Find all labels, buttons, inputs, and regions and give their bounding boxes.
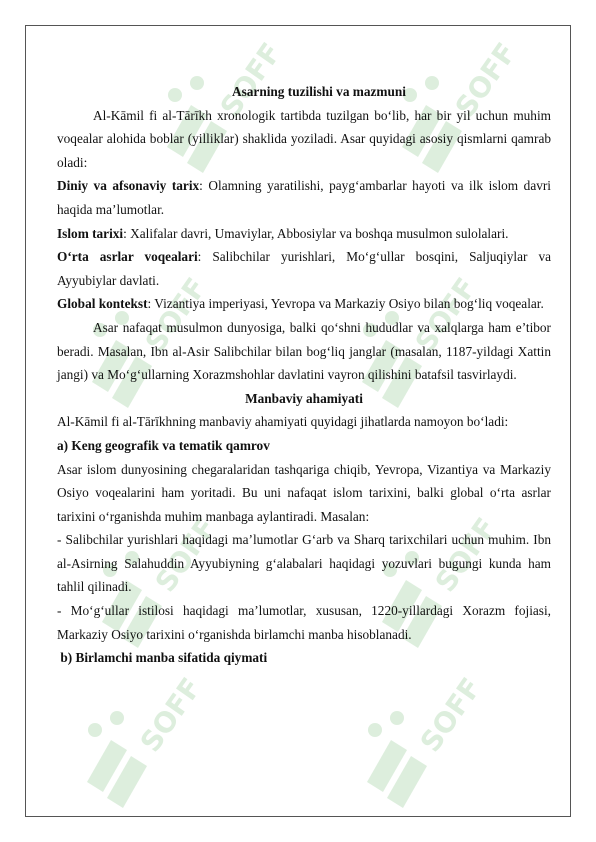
paragraph: Al-Kāmil fi al-Tārīkhning manbaviy ahamiyati quyidagi jihatlarda namoyon bo‘ladi: bbox=[57, 414, 509, 430]
list-item bbox=[57, 174, 551, 221]
paragraph: Al-Kāmil fi al-Tārīkh xronologik tartibda tuzilgan bo‘lib, har bir yil uchun muhim voqealar alohida boblar (yilliklar) shaklida yoziladi. Asar quyidagi asosiy qismlarni qamrab oladi: bbox=[57, 107, 551, 170]
list-item-term: Islom tarixi bbox=[57, 225, 124, 241]
list-item-text: : Salibchilar yurishlari, Mo‘g‘ullar bosqini, Saljuqiylar va Ayyubiylar davlati. bbox=[57, 249, 551, 288]
list-item bbox=[57, 245, 551, 292]
list-item-text: : Vizantiya imperiyasi, Yevropa va Markaziy Osiyo bilan bog‘liq voqealar. bbox=[147, 296, 544, 312]
section-heading: Manbaviy ahamiyati bbox=[245, 390, 363, 406]
list-item-text: : Xalifalar davri, Umaviylar, Abbosiylar va boshqa musulmon sulolalari. bbox=[123, 225, 509, 241]
list-item bbox=[57, 222, 551, 246]
paragraph: Asar islom dunyosining chegaralaridan tashqariga chiqib, Yevropa, Vizantiya va Markaziy Osiyo voqealarini ham yoritadi. Bu uni nafaqat islom tarixini, balki global o‘rta asrlar tarixini o‘rganishda muhim manbaga aylantiradi. Masalan: bbox=[57, 461, 551, 524]
list-item-term: O‘rta asrlar voqealari bbox=[57, 249, 198, 265]
subheading: a) Keng geografik va tematik qamrov bbox=[57, 437, 270, 453]
list-item-text: : Olamning yaratilishi, payg‘ambarlar hayoti va ilk islom davri haqida ma’lumotlar. bbox=[57, 178, 551, 217]
bullet-paragraph: - Mo‘g‘ullar istilosi haqidagi ma’lumotlar, xususan, 1220-yillardagi Xorazm fojiasi, Markaziy Osiyo tarixini o‘rganishda birlamchi manba hisoblanadi. bbox=[57, 603, 551, 642]
list-item-term: Diniy va afsonaviy tarix bbox=[57, 178, 200, 194]
list-item bbox=[57, 292, 551, 316]
list-item-term: Global kontekst bbox=[57, 296, 148, 312]
document-body bbox=[57, 80, 551, 670]
bullet-paragraph: - Salibchilar yurishlari haqidagi ma’lumotlar G‘arb va Sharq tarixchilari uchun muhim. Ibn al-Asirning Salahuddin Ayyubiyning g‘alabalari haqidagi yozuvlari bugungi kunda ham tahlil qilinadi. bbox=[57, 532, 551, 595]
subheading: b) Birlamchi manba sifatida qiymati bbox=[57, 650, 268, 666]
paragraph: Asar nafaqat musulmon dunyosiga, balki qo‘shni hududlar va xalqlarga ham e’tibor beradi. Masalan, Ibn al-Asir Salibchilar bilan bog‘liq janglar (masalan, 1187-yildagi Xattin jangi) va Mo‘g‘ullarning Xorazmshohlar davlatini vayron qilishini batafsil tasvirlaydi. bbox=[57, 319, 551, 383]
section-heading: Asarning tuzilishi va mazmuni bbox=[232, 84, 406, 99]
